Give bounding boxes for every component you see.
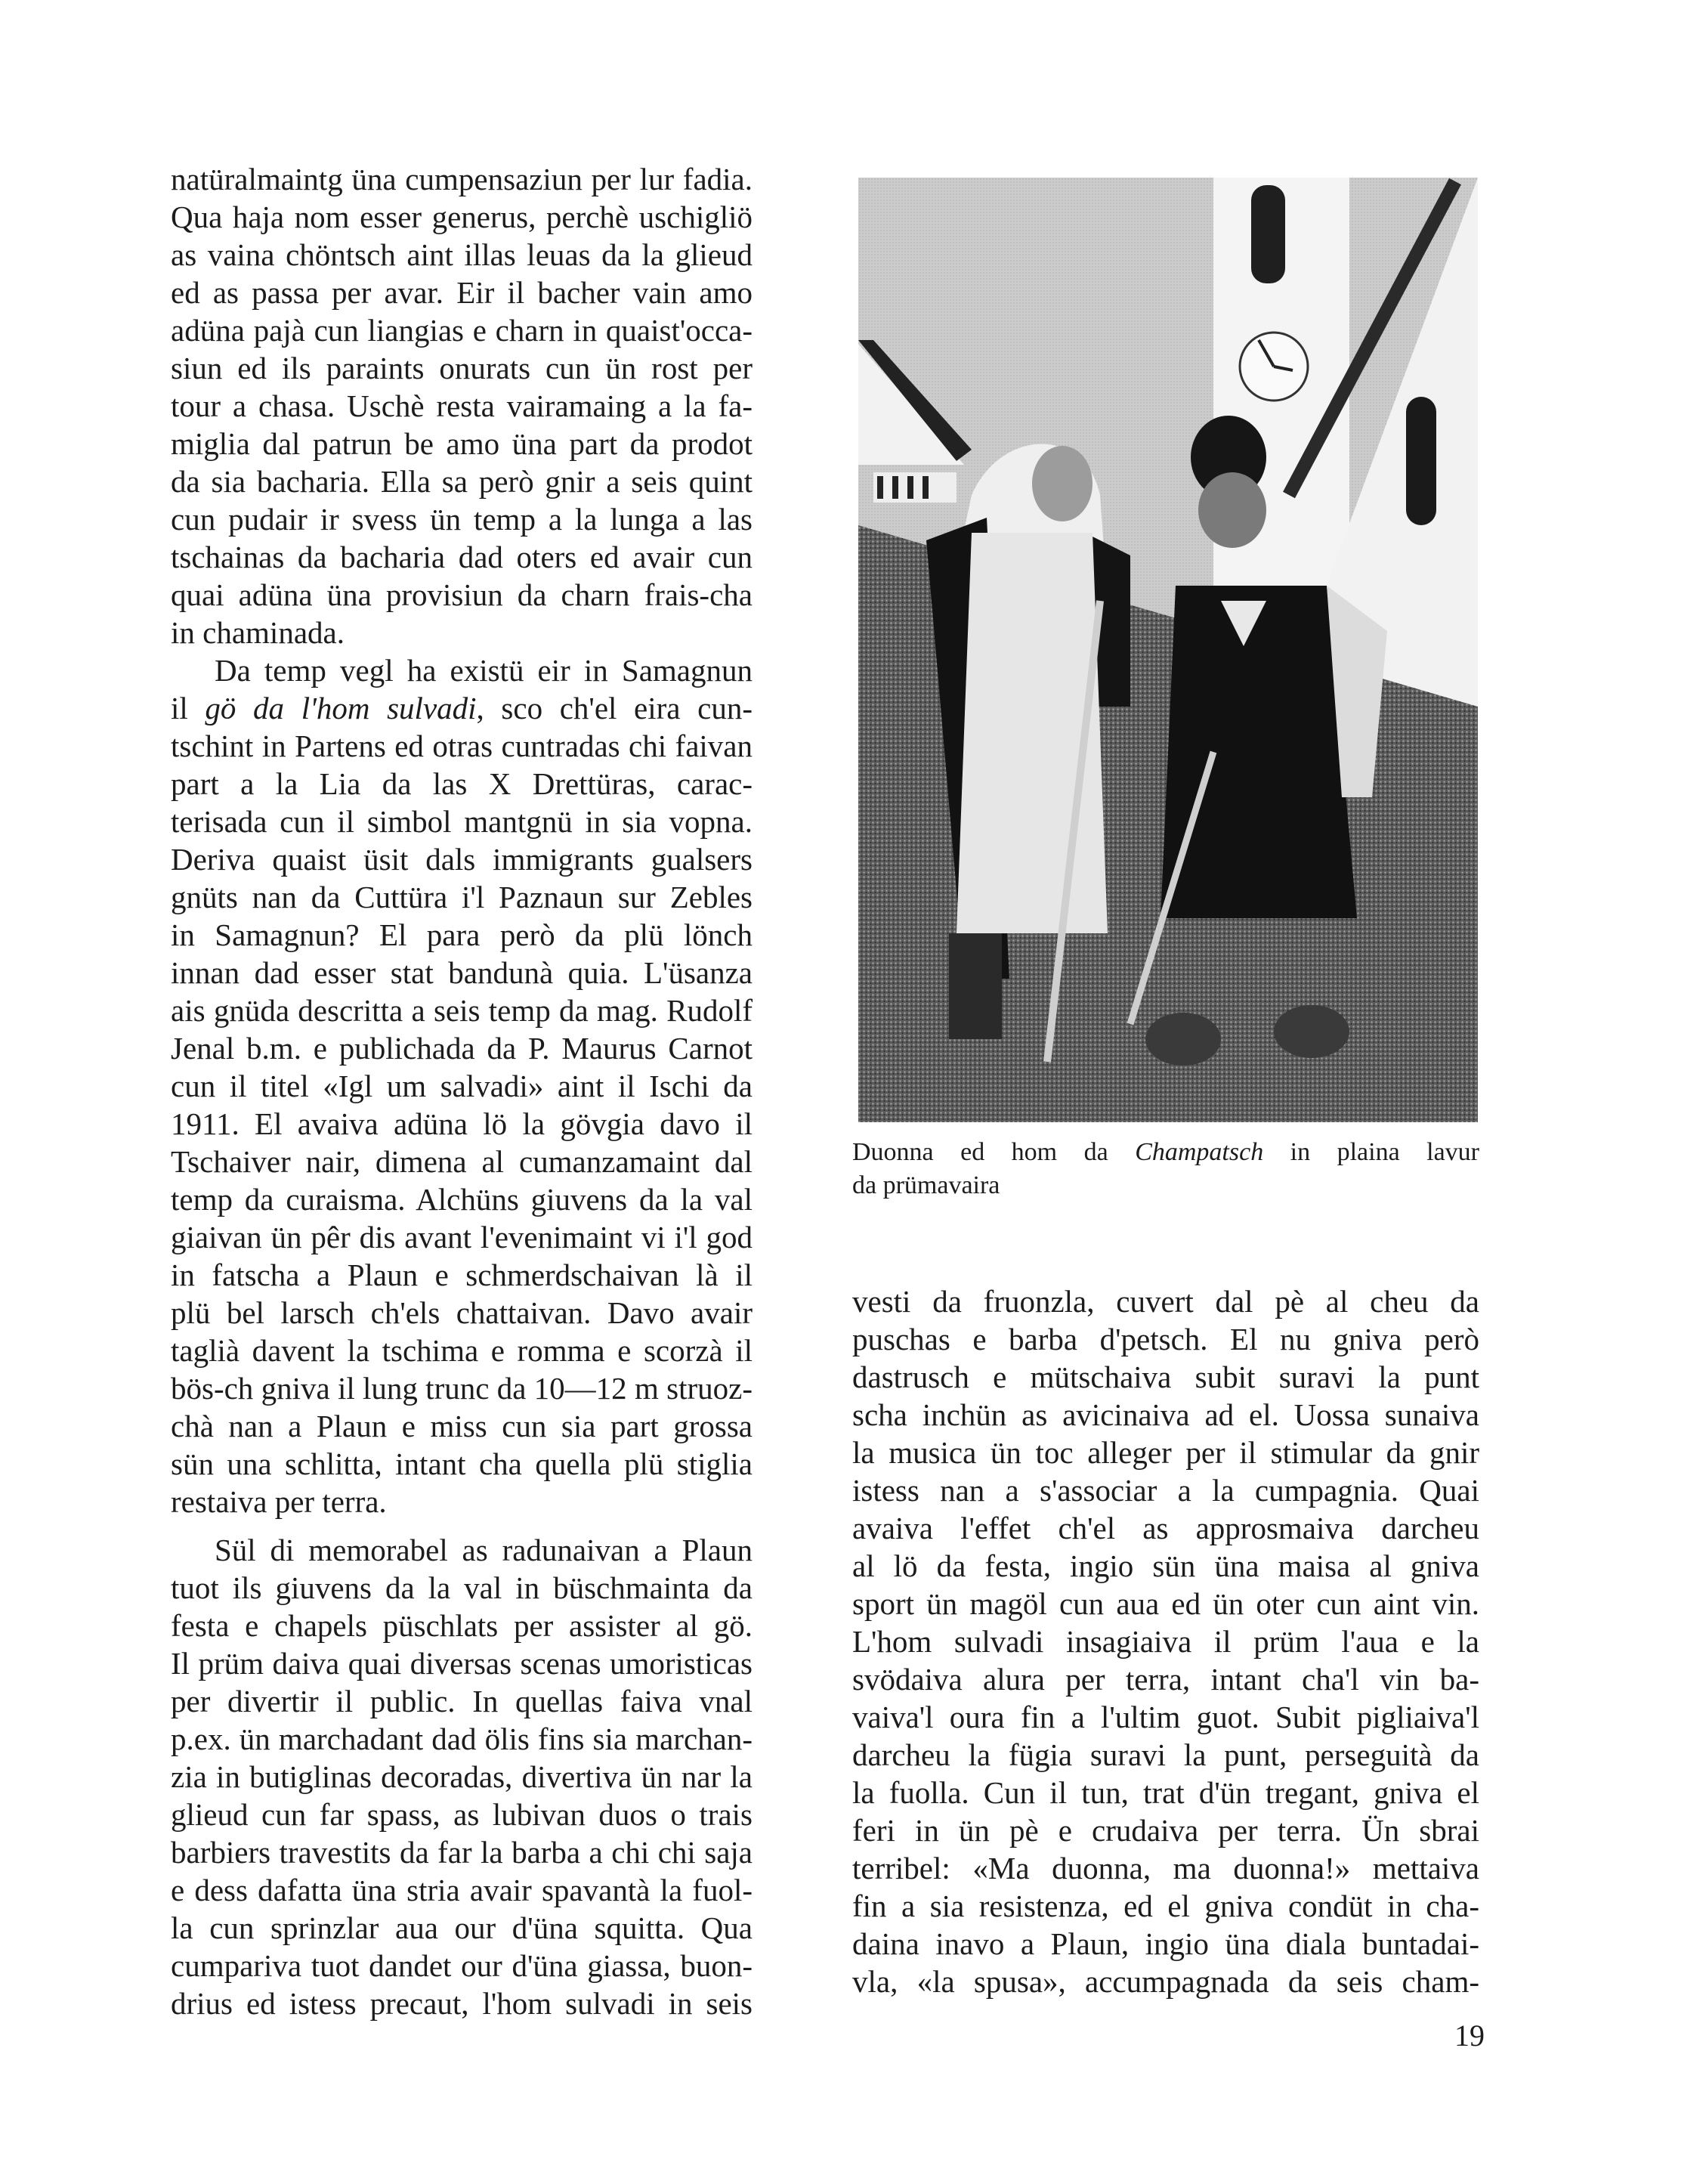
- left-text-column: [171, 160, 753, 2022]
- text-line: in Samagnun? El para però da plü lönch: [171, 917, 753, 952]
- text-line: Tschaiver nair, dimena al cumanzamaint dal: [171, 1144, 753, 1179]
- text-line: per divertir il public. In quellas faiva vnal: [171, 1684, 753, 1718]
- text-line: vla, «la spusa», accumpagnada da seis cham-: [852, 1964, 1479, 1999]
- text-line: 1911. El avaiva adüna lö la gövgia davo il: [171, 1106, 753, 1141]
- text-line: puschas e barba d'petsch. El nu gniva però: [852, 1322, 1479, 1356]
- text-line: zia in butiglinas decoradas, divertiva ün nar la: [171, 1759, 753, 1794]
- text-line: plü bel larsch ch'els chattaivan. Davo avair: [171, 1295, 753, 1330]
- text-line: terribel: «Ma duonna, ma duonna!» mettaiva: [852, 1851, 1479, 1885]
- text-line: festa e chapels püschlats per assister al gö.: [171, 1608, 753, 1643]
- text-line: temp da curaisma. Alchüns giuvens da la val: [171, 1182, 753, 1217]
- text-line: darcheu la fügia suravi la punt, perseguità da: [852, 1737, 1479, 1772]
- text-line: tschainas da bacharia dad oters ed avair cun: [171, 540, 753, 574]
- text-line: al lö da festa, ingio sün üna maisa al gniva: [852, 1548, 1479, 1583]
- page-number: 19: [1454, 2018, 1485, 2053]
- text-line: daina inavo a Plaun, ingio üna diala buntadai-: [852, 1926, 1479, 1961]
- text-line: innan dad esser stat bandunà quia. L'üsanza: [171, 955, 753, 990]
- text-line: chà nan a Plaun e miss cun sia part grossa: [171, 1409, 753, 1443]
- photo-illustration: [858, 178, 1478, 1122]
- text-fragment: Duonna ed hom da: [852, 1138, 1136, 1166]
- text-line: natüralmaintg üna cumpensaziun per lur fadia.: [171, 162, 753, 196]
- text-line: quai adüna üna provisiun da charn frais-cha: [171, 577, 753, 612]
- text-line: barbiers travestits da far la barba a chi chi saja: [171, 1835, 753, 1870]
- text-line: feri in ün pè e crudaiva per terra. Ün sbrai: [852, 1813, 1479, 1848]
- place-name-italic: Champatsch: [1135, 1138, 1264, 1166]
- text-line: tuot ils giuvens da la val in büschmainta da: [171, 1570, 753, 1605]
- text-line: vaiva'l oura fin a l'ultim guot. Subit pigliaiva'l: [852, 1700, 1479, 1734]
- text-line: Il prüm daiva quai diversas scenas umoristicas: [171, 1646, 753, 1681]
- text-line: la musica ün toc alleger per il stimular da gnir: [852, 1435, 1479, 1470]
- text-line: cun pudair ir svess ün temp a la lunga a las: [171, 502, 753, 537]
- text-line: terisada cun il simbol mantgnü in sia vopna.: [171, 804, 753, 839]
- paragraph-2: [171, 651, 753, 1520]
- right-text-column: [852, 1282, 1479, 2000]
- text-line: ed as passa per avar. Eir il bacher vain amo: [171, 275, 753, 310]
- text-line: svödaiva alura per terra, intant cha'l vin ba-: [852, 1662, 1479, 1697]
- text-line: fin a sia resistenza, ed el gniva condüt in cha-: [852, 1889, 1479, 1923]
- text-line: restaiva per terra.: [171, 1484, 387, 1519]
- text-line: Qua haja nom esser generus, perchè uschigliö: [171, 200, 753, 234]
- text-line: dastrusch e mütschaiva subit suravi la punt: [852, 1360, 1479, 1394]
- text-line: e dess dafatta üna stria avair spavantà la fuol-: [171, 1873, 753, 1907]
- text-fragment: , sco ch'el eira cun-: [476, 691, 753, 725]
- text-line: in chaminada.: [171, 615, 345, 650]
- text-line: Sül di memorabel as radunaivan a Plaun: [215, 1533, 753, 1567]
- text-line: in fatscha a Plaun e schmerdschaivan là il: [171, 1258, 753, 1292]
- text-line: da sia bacharia. Ella sa però gnir a seis quint: [171, 464, 753, 499]
- text-line: ais gnüda descritta a seis temp da mag. Rudolf: [171, 993, 753, 1028]
- text-line: Deriva quaist üsit dals immigrants gualsers: [171, 842, 753, 877]
- text-line: sün una schlitta, intant cha quella plü stiglia: [171, 1446, 753, 1481]
- text-line: gnüts nan da Cuttüra i'l Paznaun sur Zebles: [171, 880, 753, 914]
- text-line: taglià davent la tschima e romma e scorzà il: [171, 1333, 753, 1368]
- text-line: giaivan ün pêr dis avant l'evenimaint vi i'l god: [171, 1220, 753, 1254]
- photograph-couple-raking-field: [858, 178, 1478, 1122]
- text-line-with-italic: [171, 689, 753, 727]
- text-line: part a la Lia da las X Drettüras, carac-: [171, 766, 753, 801]
- photo-caption: [852, 1136, 1479, 1202]
- paragraph-gap: [171, 1520, 753, 1531]
- text-line: la fuolla. Cun il tun, trat d'ün tregant, gniva el: [852, 1775, 1479, 1810]
- caption-line: da prümavaira: [852, 1171, 1000, 1199]
- text-line: tschint in Partens ed otras cuntradas chi faivan: [171, 729, 753, 763]
- text-line: siun ed ils paraints onurats cun ün rost per: [171, 351, 753, 385]
- text-line: p.ex. ün marchadant dad ölis fins sia marchan-: [171, 1722, 753, 1756]
- text-line: tour a chasa. Uschè resta vairamaing a la fa-: [171, 388, 753, 423]
- paragraph-1: [171, 160, 753, 651]
- text-line: as vaina chöntsch aint illas leuas da la glieud: [171, 237, 753, 272]
- text-line: drius ed istess precaut, l'hom sulvadi in seis: [171, 1986, 753, 2021]
- text-line: miglia dal patrun be amo üna part da prodot: [171, 426, 753, 461]
- paragraph-3: [171, 1531, 753, 2022]
- text-line: sport ün magöl cun aua ed ün oter cun aint vin.: [852, 1586, 1479, 1621]
- text-line: L'hom sulvadi insagiaiva il prüm l'aua e la: [852, 1624, 1479, 1659]
- text-fragment: il: [171, 691, 206, 725]
- text-line: bös-ch gniva il lung trunc da 10—12 m struoz-: [171, 1371, 753, 1406]
- text-line: cumpariva tuot dandet our d'üna giassa, buon-: [171, 1948, 753, 1983]
- italic-term: gö da l'hom sulvadi: [205, 691, 477, 725]
- text-line: glieud cun far spass, as lubivan duos o trais: [171, 1797, 753, 1832]
- text-line: cun il titel «Igl um salvadi» aint il Ischi da: [171, 1069, 753, 1103]
- text-line: Da temp vegl ha existü eir in Samagnun: [215, 653, 753, 688]
- text-line: vesti da fruonzla, cuvert dal pè al cheu da: [852, 1284, 1479, 1319]
- text-fragment: in plaina lavur: [1263, 1138, 1479, 1166]
- text-line: adüna pajà cun liangias e charn in quaist'occa-: [171, 313, 753, 348]
- text-line: avaiva l'effet ch'el as approsmaiva darcheu: [852, 1511, 1479, 1545]
- text-line: istess nan a s'associar a la cumpagnia. Quai: [852, 1473, 1479, 1508]
- text-line: Jenal b.m. e publichada da P. Maurus Carnot: [171, 1031, 753, 1066]
- caption-line: [852, 1136, 1479, 1169]
- text-line: scha inchün as avicinaiva ad el. Uossa sunaiva: [852, 1397, 1479, 1432]
- text-line: la cun sprinzlar aua our d'üna squitta. Qua: [171, 1910, 753, 1945]
